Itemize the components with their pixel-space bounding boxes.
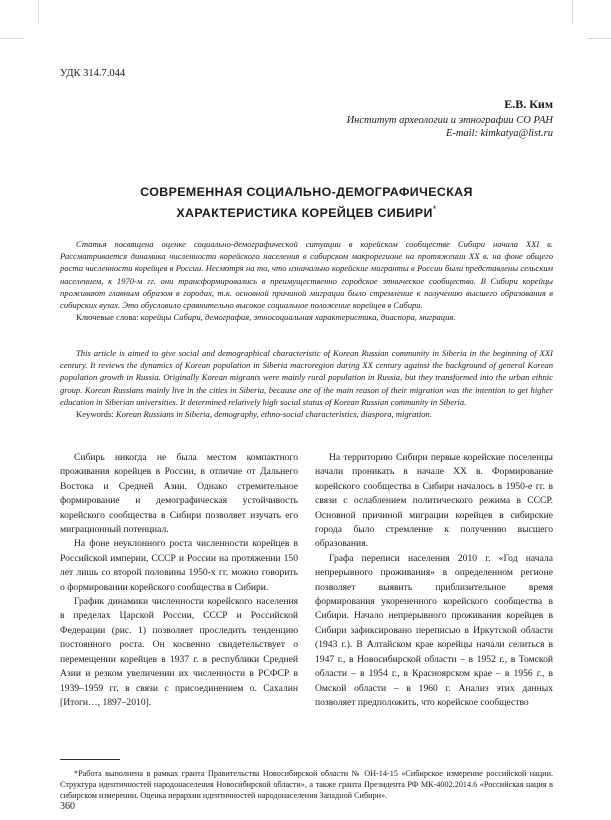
title-footnote-mark: * xyxy=(432,204,437,214)
keywords-en-values: Korean Russians in Siberia, demography, ethno-social characteristics, diaspora, migration. xyxy=(115,409,432,420)
keywords-ru-values: корейцы Сибири, демография, этносоциальная характеристика, диаспора, миграция. xyxy=(140,312,456,323)
crop-mark xyxy=(587,38,611,39)
author-email: E-mail: kimkatya@list.ru xyxy=(445,128,553,139)
abstract-en-text: This article is aimed to give social and demographical characteristic of Korean Russian community in Siberia in the beginning of XXI century. It reviews the dynamics of Korean population in Siberia macroregion during XX century against the background of general Korean population growth in Russia. Originally Korean migrants were mainly rural population in Russia, but they transformed into the urban ethnic group. Korean Russians mainly live in the cities in Siberia, because one of the main reason of their migration was the intention to get higher education in Siberian universities. It determined relatively high social status of Korean Russian community in Siberia. xyxy=(60,348,553,407)
paragraph: Графа переписи населения 2010 г. «Год начала непрерывного проживания» в определенном регионе позволяет выявить приблизительное время формирования укорененного корейского сообщества в Сибири. Начало непрерывного проживания корейцев в Сибири зафиксировано переписью в Иркутской области (1943 г.). В Алтайском крае корейцы начали селиться в 1947 г., в Новосибирской области – в 1952 г., в Томской области – в 1954 г., в Красноярском крае – в 1956 г., в Омской области – в 1960 г. Анализ этих данных позволяет предположить, что корейское сообщество xyxy=(315,552,553,708)
paragraph: Сибирь никогда не была местом компактного проживания корейцев в России, в отличие от Дальнего Востока и Средней Азии. Однако стремительное формирование и демографическая устойчивость корейского сообщества в Сибири позволяет изучать его миграционный потенциал. xyxy=(60,452,298,536)
affiliation: Институт археологии и этнографии СО РАН xyxy=(346,115,553,126)
keywords-en-label: Keywords: xyxy=(76,409,116,420)
body-column-left xyxy=(60,451,298,710)
paragraph: График динамики численности корейского населения в пределах Царской России, СССР и Российской Федерации (рис. 1) позволяет проследить тенденцию постоянного роста. Он косвенно свидетельствует о перемещении корейцев в 1937 г. в республики Средней Азии и резком увеличении их численности в РСФСР в 1939–1959 гг. в связи с присоединением о. Сахалин [Итоги…, 1897–2010]. xyxy=(60,596,298,708)
article-title xyxy=(60,184,553,222)
crop-mark xyxy=(572,0,573,24)
title-line-2 xyxy=(60,201,553,222)
crop-mark xyxy=(0,38,24,39)
footnote: *Работа выполнена в рамках гранта Правительства Новосибирской области № ОН-14-15 «Сибирское измерение российской нации. Структура идентичностей народонаселения Новосибирской области», а также гранта Президента РФ МК-4002.2014.6 «Российская нация в сибирском измерении. Оценка иерархии идентичностей народонаселения Западной Сибири». xyxy=(60,769,553,800)
keywords-ru-label: Ключевые слова: xyxy=(76,312,141,323)
title-line-2-text: ХАРАКТЕРИСТИКА КОРЕЙЦЕВ СИБИРИ xyxy=(176,206,433,221)
paragraph: На территорию Сибири первые корейские поселенцы начали проникать в начале XX в. Формирование корейского сообщества в Сибири началось в 1950-е гг. в связи с ослаблением политического режима в СССР. Основной причиной миграции корейцев в сибирские города было стремление к получению высшего образования. xyxy=(315,452,553,550)
udk-code: УДК 314.7.044 xyxy=(60,68,126,79)
author-affiliation-block xyxy=(347,114,553,140)
footnote-divider xyxy=(60,759,120,760)
body-column-right xyxy=(315,451,553,710)
keywords-ru xyxy=(60,311,553,323)
page-number: 360 xyxy=(60,801,75,812)
title-line-1: СОВРЕМЕННАЯ СОЦИАЛЬНО-ДЕМОГРАФИЧЕСКАЯ xyxy=(140,185,473,199)
abstract-russian xyxy=(60,238,553,323)
author-name: Е.В. Ким xyxy=(504,97,553,111)
crop-mark xyxy=(38,0,39,24)
abstract-english xyxy=(60,347,553,420)
keywords-en xyxy=(60,408,553,420)
abstract-ru-text: Статья посвящена оценке социально-демографической ситуации в корейском сообществе Сибири начала XXI в. Рассматривается динамика численности корейского населения в сибирском макрорегионе на протяжении XX в. на фоне общего роста численности корейцев в России. Несмотря на то, что изначально корейские мигранты в России были представлены сельским населением, к 1970-м гг. они трансформировались в преимущественно городское этническое сообщество. В Сибири корейцы проживают главным образом в городах, т.к. основной причиной миграции было стремление к получению высшего образования в сибирских вузах. Это обусловило сравнительно высокое социальное положение корейцев в Сибири. xyxy=(60,239,553,311)
paragraph: На фоне неуклонного роста численности корейцев в Российской империи, СССР и России на протяжении 150 лет лишь со второй половины 1950-х гг. можно говорить о формировании корейского сообщества в Сибири. xyxy=(60,538,298,593)
